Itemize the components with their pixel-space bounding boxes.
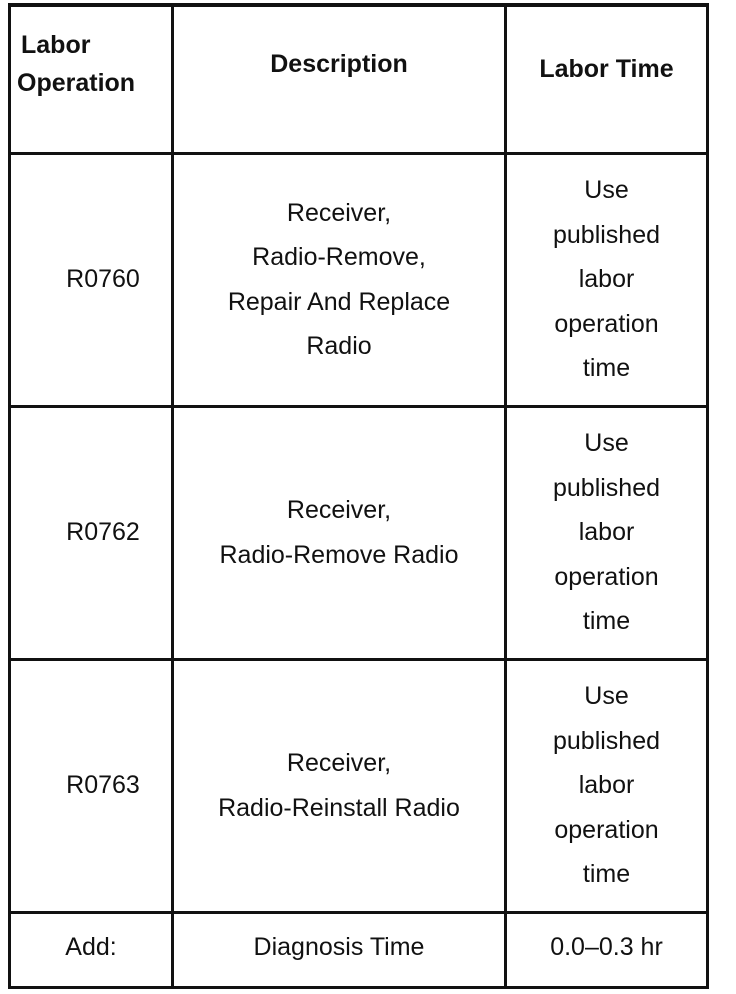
description-line: Radio-Remove Radio <box>219 540 459 569</box>
table-row <box>10 406 708 659</box>
labor-time-line: Use <box>584 429 629 458</box>
header-labor-operation <box>10 5 173 153</box>
description-line: Radio-Remove, <box>252 243 426 271</box>
description-line: Receiver, <box>286 198 392 227</box>
labor-time-line: time <box>582 354 631 383</box>
labor-time-line: operation <box>554 309 659 338</box>
description-cell <box>173 406 506 659</box>
labor-time-cell <box>506 406 708 659</box>
labor-time-line: published <box>552 726 661 755</box>
add-labor-time: 0.0–0.3 hr <box>506 912 708 987</box>
header-labor-operation-line2: Operation <box>17 69 136 98</box>
labor-time-line: labor <box>578 518 635 547</box>
labor-time-line: Use <box>584 682 629 711</box>
labor-time-line: operation <box>554 815 659 844</box>
description-line: Receiver, <box>286 496 392 524</box>
labor-time-line: Use <box>584 176 629 205</box>
operation-code: R0762 <box>10 406 173 659</box>
header-labor-operation-line1: Labor <box>21 31 91 60</box>
description-line: Radio <box>306 332 372 360</box>
table-row <box>10 153 708 406</box>
header-description: Description <box>173 5 506 153</box>
table-row <box>10 659 708 912</box>
description-line: Receiver, <box>286 749 392 777</box>
labor-time-line: published <box>552 473 661 502</box>
add-row <box>10 912 708 987</box>
operation-code: R0760 <box>10 153 173 406</box>
labor-time-line: time <box>582 607 631 636</box>
header-labor-time: Labor Time <box>506 5 708 153</box>
labor-time-line: time <box>582 860 631 889</box>
table-header-row <box>10 5 708 153</box>
description-cell <box>173 659 506 912</box>
labor-time-cell <box>506 659 708 912</box>
labor-time-line: published <box>552 220 661 249</box>
description-line: Repair And Replace <box>227 287 451 316</box>
labor-time-cell <box>506 153 708 406</box>
add-label: Add: <box>10 912 173 987</box>
description-line: Radio-Reinstall Radio <box>218 793 460 822</box>
operation-code: R0763 <box>10 659 173 912</box>
add-description: Diagnosis Time <box>173 912 506 987</box>
labor-operations-table <box>8 3 709 989</box>
labor-time-line: labor <box>578 771 635 800</box>
description-cell <box>173 153 506 406</box>
labor-time-line: operation <box>554 562 659 591</box>
labor-time-line: labor <box>578 265 635 294</box>
